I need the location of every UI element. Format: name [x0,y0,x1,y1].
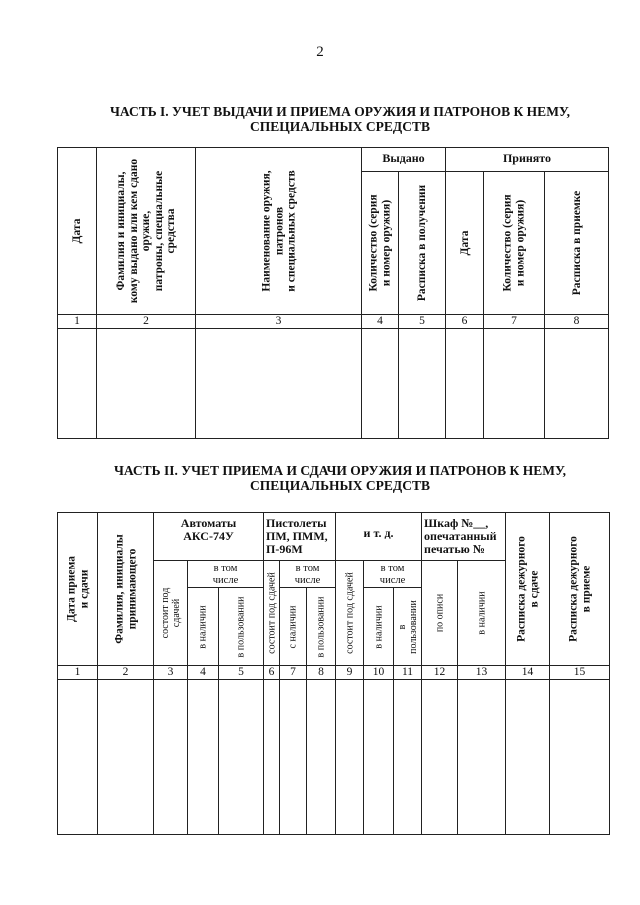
p1-header-issued-qty [362,172,399,315]
part2-col-number-12: 12 [422,666,458,680]
p2-pist-available-text: с наличии [287,605,299,648]
p1-header-received-date [446,172,484,315]
part2-entry-cell-13[interactable] [458,680,506,835]
p2-pist-in-use-text: в пользовании [315,596,327,657]
part2-entry-cell-15[interactable] [550,680,610,835]
part2-col-number-1: 1 [58,666,98,680]
p2-cab-available-text: в наличии [476,591,488,635]
part2-col-number-15: 15 [550,666,610,680]
p2-pist-in-use [307,588,336,666]
part1-entry-cell-8[interactable] [545,329,609,439]
p1-header-text-5: Расписка в получении [415,184,428,302]
p2-header-date-text: Дата приема и сдачи [65,555,90,623]
p1-header-received-receipt [545,172,609,315]
p2-header-name [98,513,154,666]
part2-col-number-2: 2 [98,666,154,680]
part1-entry-cell-5[interactable] [399,329,446,439]
p2-aks-available [188,588,219,666]
part2-entry-cell-5[interactable] [219,680,264,835]
part2-entry-cell-11[interactable] [394,680,422,835]
p2-header-date [58,513,98,666]
p2-etc-in-use-text: в пользовании [396,599,419,654]
p1-group-issued: Выдано [362,148,446,172]
p1-header-issued-receipt [399,172,446,315]
part2-entry-cell-3[interactable] [154,680,188,835]
p2-aks-state [154,561,188,666]
part2-entry-cell-8[interactable] [307,680,336,835]
part1-col-number-3: 3 [196,315,362,329]
part2-col-number-9: 9 [336,666,364,680]
part2-col-number-3: 3 [154,666,188,680]
p2-cab-inventory [422,561,458,666]
p2-etc-including: в том числе [364,561,422,588]
p1-header-text-6: Дата [458,230,471,256]
p1-group-received: Принято [446,148,609,172]
part2-col-number-11: 11 [394,666,422,680]
part2-entry-cell-4[interactable] [188,680,219,835]
part1-col-number-5: 5 [399,315,446,329]
p1-header-text-3: Наименование оружия, патронов и специальных средств [259,170,297,292]
p2-aks-in-use [219,588,264,666]
part2-entry-cell-14[interactable] [506,680,550,835]
part2-title-line2: СПЕЦИАЛЬНЫХ СРЕДСТВ [250,478,430,493]
part1-entry-cell-4[interactable] [362,329,399,439]
part1-entry-cell-6[interactable] [446,329,484,439]
part2-col-number-10: 10 [364,666,394,680]
p2-col15-text: Расписка дежурного в приеме [567,536,592,642]
p2-etc-available [364,588,394,666]
part2-col-number-4: 4 [188,666,219,680]
p2-etc-state-text: состоит под сдачей [344,572,356,654]
part2-col-number-8: 8 [307,666,336,680]
part2-table [57,512,610,835]
p2-aks-state-text: состоит под сдачей [159,587,182,639]
p1-header-text-4: Количество (серия и номер оружия) [367,194,392,292]
part2-entry-cell-12[interactable] [422,680,458,835]
part2-col-number-14: 14 [506,666,550,680]
part1-entry-cell-3[interactable] [196,329,362,439]
part1-col-number-8: 8 [545,315,609,329]
p2-header-receipt-handover [506,513,550,666]
p1-header-item [196,148,362,315]
part2-entry-cell-2[interactable] [98,680,154,835]
p2-etc-in-use [394,588,422,666]
p2-pist-state-text: состоит под сдачей [266,572,278,654]
part2-entry-cell-6[interactable] [264,680,280,835]
p1-header-received-qty [484,172,545,315]
p2-aks-in-use-text: в пользовании [235,596,247,657]
p2-aks-including: в том числе [188,561,264,588]
part2-col-number-6: 6 [264,666,280,680]
part1-col-number-6: 6 [446,315,484,329]
p1-header-text-1: Дата [70,218,83,244]
p1-header-text-8: Расписка в приемке [570,190,583,296]
part1-table [57,147,609,439]
p2-col14-text: Расписка дежурного в сдаче [515,536,540,642]
part1-title-line1: ЧАСТЬ I. УЧЕТ ВЫДАЧИ И ПРИЕМА ОРУЖИЯ И ПАТРОНОВ К НЕМУ, [109,104,571,119]
p1-header-date [58,148,97,315]
p2-pist-state [264,561,280,666]
p2-group-cabinet: Шкаф №__, опечатанный печатью № [422,513,506,561]
part1-col-number-2: 2 [97,315,196,329]
p2-group-etc: и т. д. [336,513,422,561]
p2-cab-inventory-text: по описи [434,593,446,633]
page-number: 2 [316,44,324,60]
p2-group-pistols: Пистолеты ПМ, ПММ, П-96М [264,513,336,561]
p2-group-aks: Автоматы АКС-74У [154,513,264,561]
p2-header-name-text: Фамилия, инициалы принимающего [113,534,138,644]
part2-entry-cell-7[interactable] [280,680,307,835]
p1-header-text-7: Количество (серия и номер оружия) [501,194,527,292]
p2-cab-available [458,561,506,666]
p2-etc-available-text: в наличии [373,604,385,649]
p1-header-name [97,148,196,315]
part2-title-line1: ЧАСТЬ II. УЧЕТ ПРИЕМА И СДАЧИ ОРУЖИЯ И ПАТРОНОВ К НЕМУ, [113,463,567,478]
part1-title-line2: СПЕЦИАЛЬНЫХ СРЕДСТВ [250,119,430,134]
part1-col-number-7: 7 [484,315,545,329]
part2-entry-cell-10[interactable] [364,680,394,835]
part2-col-number-5: 5 [219,666,264,680]
part2-entry-cell-9[interactable] [336,680,364,835]
part1-col-number-1: 1 [58,315,97,329]
p1-header-text-2: Фамилия и инициалы, кому выдано или кем сдано оружие, патроны, специальные средства [114,158,177,304]
part1-col-number-4: 4 [362,315,399,329]
part1-entry-cell-2[interactable] [97,329,196,439]
part1-title [60,104,620,134]
p2-pist-including: в том числе [280,561,336,588]
p2-etc-state [336,561,364,666]
part2-col-number-13: 13 [458,666,506,680]
p2-pist-available [280,588,307,666]
part1-entry-cell-7[interactable] [484,329,545,439]
part2-col-number-7: 7 [280,666,307,680]
part2-entry-cell-1[interactable] [58,680,98,835]
part2-title [60,463,620,493]
part1-entry-cell-1[interactable] [58,329,97,439]
p2-aks-available-text: в наличии [197,604,209,649]
p2-header-receipt-accept [550,513,610,666]
